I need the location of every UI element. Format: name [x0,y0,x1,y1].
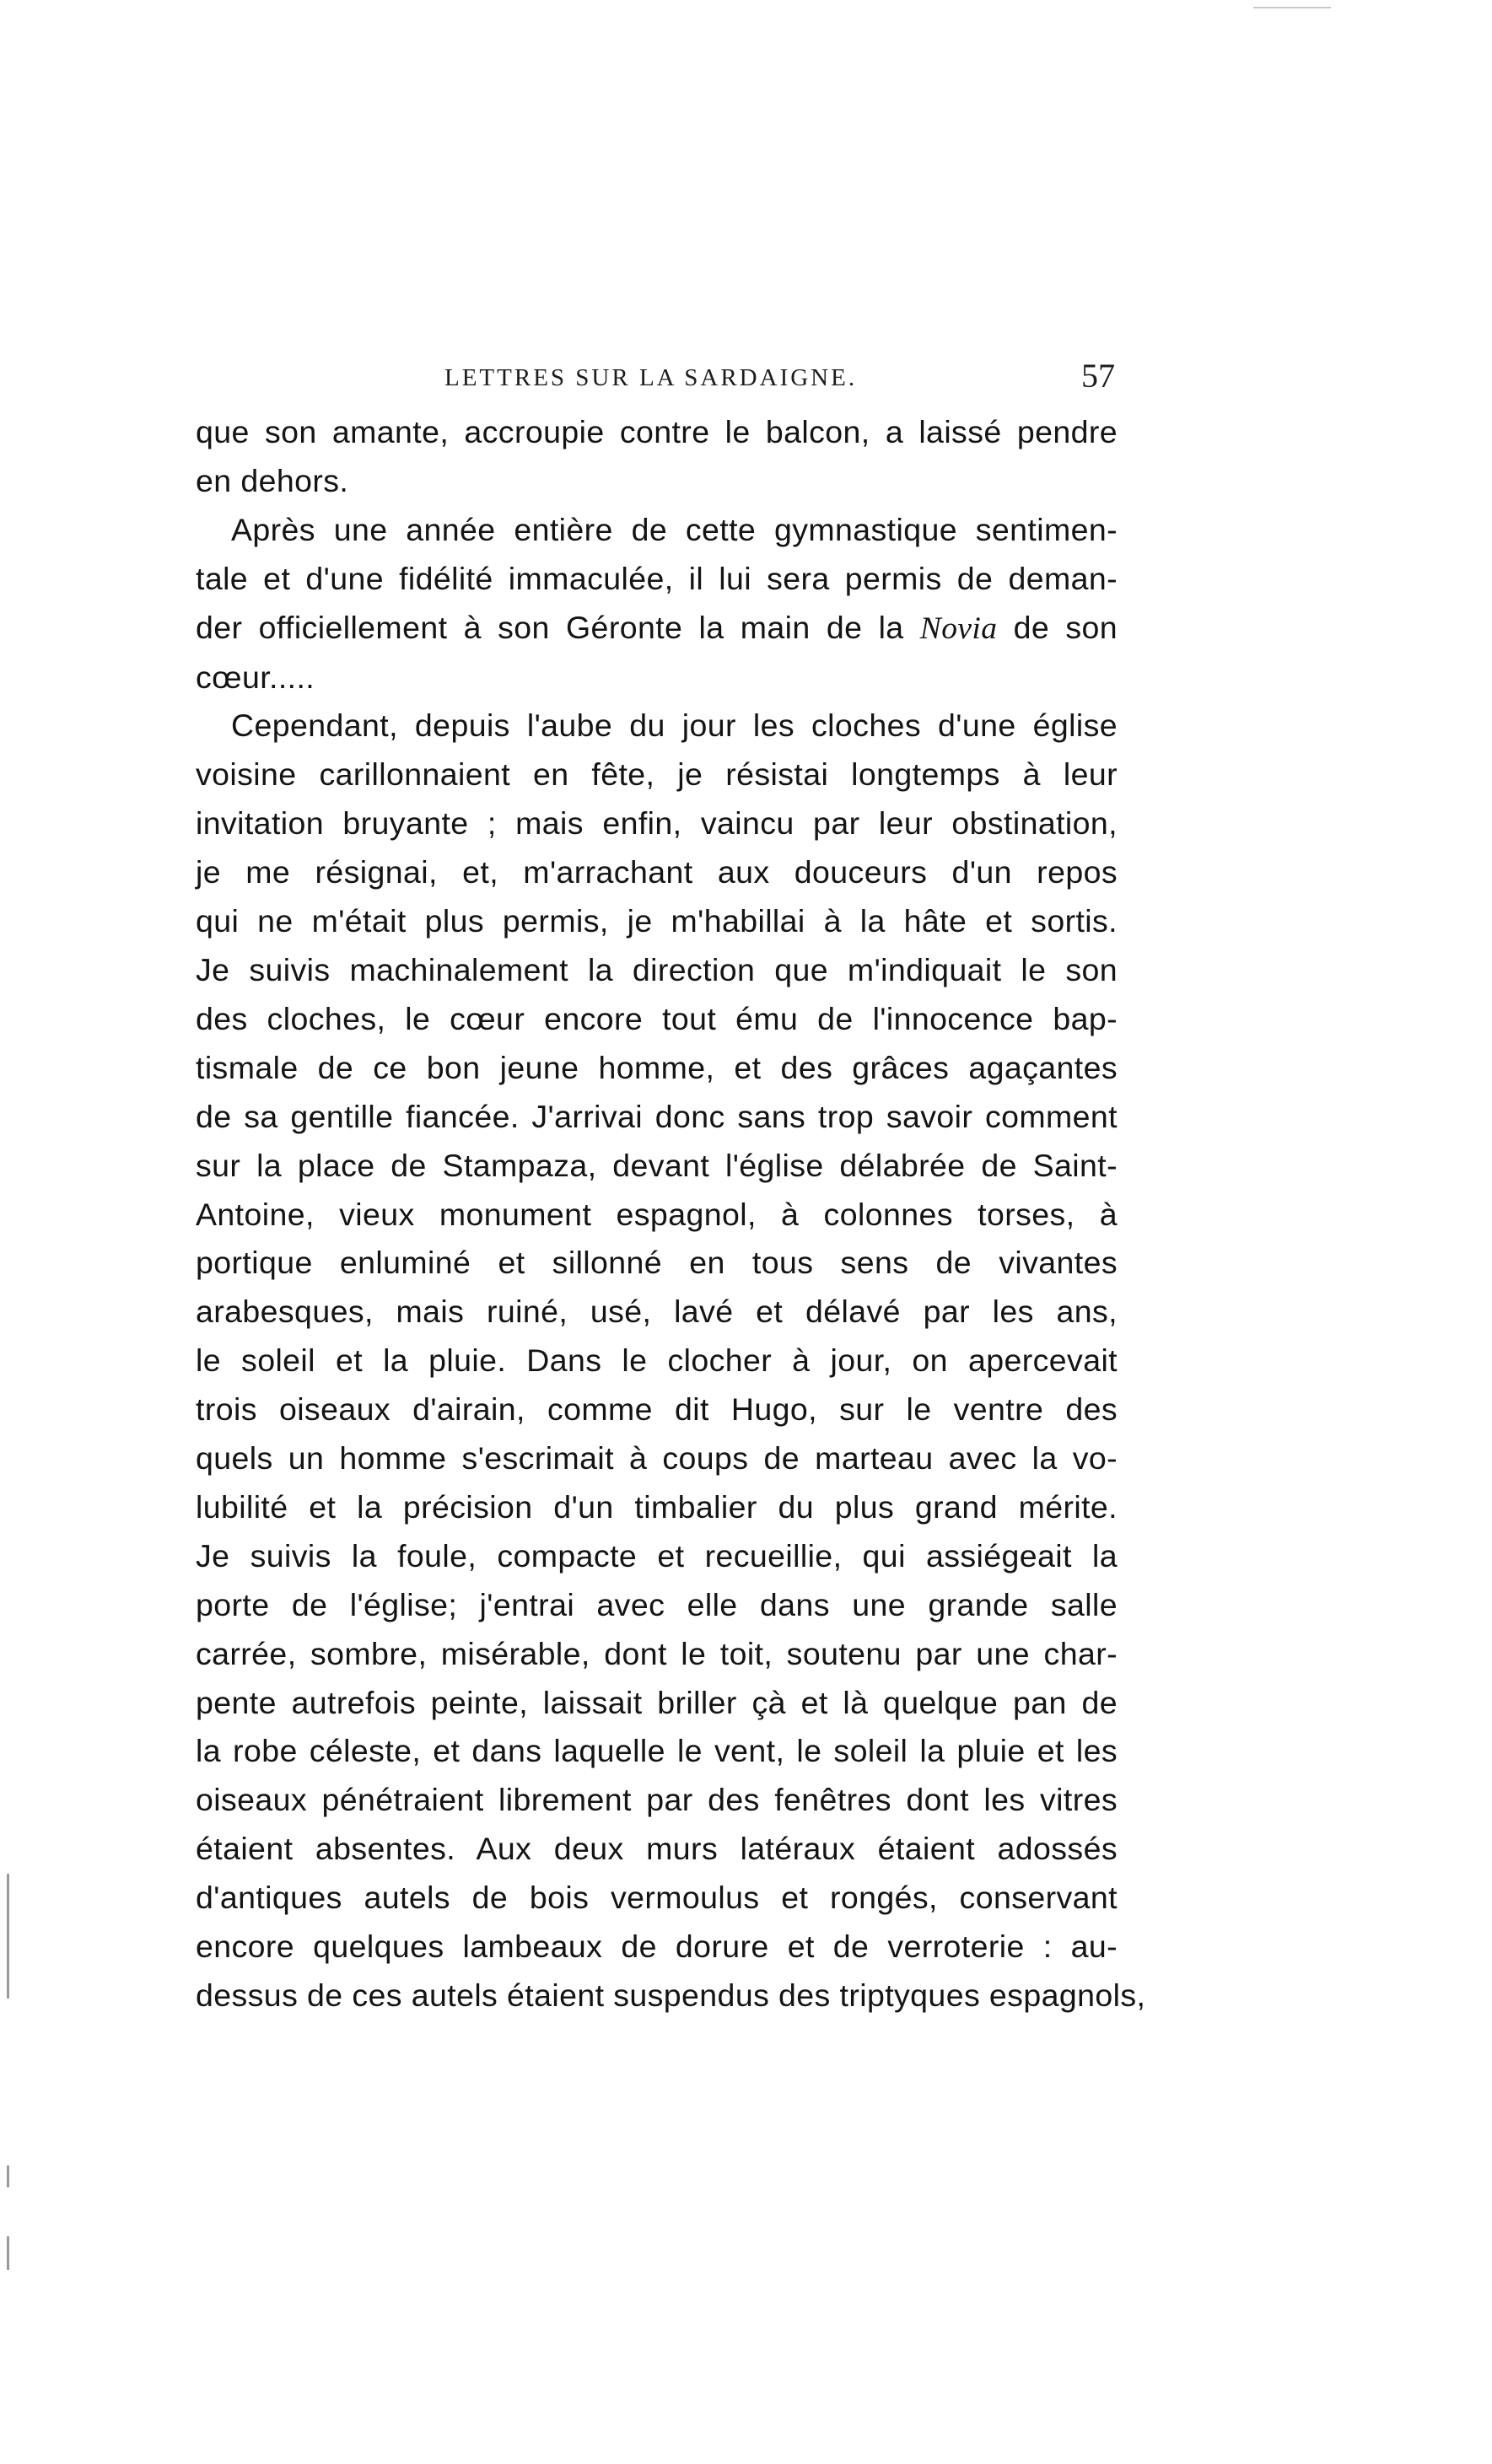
text-line: carrée, sombre, misérable, dont le toit, soutenu par une char- [196,1635,1118,1671]
text-line: tismale de ce bon jeune homme, et des grâces agaçantes [196,1049,1118,1085]
italic-word: Novia [919,611,998,646]
text-line: der officiellement à son Géronte la main de la Novia de son [196,609,1118,646]
text-line: arabesques, mais ruiné, usé, lavé et délavé par les ans, [196,1294,1118,1330]
text-line: invitation bruyante ; mais enfin, vaincu par leur obstination, [196,805,1118,842]
text-line: Cependant, depuis l'aube du jour les cloches d'une église [231,707,1118,744]
text-line: la robe céleste, et dans laquelle le vent, le soleil la pluie et les [196,1733,1118,1769]
page-number: 57 [1081,357,1115,395]
text-line: encore quelques lambeaux de dorure et de verroterie : au- [196,1929,1118,1965]
text-line: Je suivis la foule, compacte et recueillie, qui assiégeait la [196,1537,1118,1574]
text-line: voisine carillonnaient en fête, je résistai longtemps à leur [196,756,1118,793]
margin-scan-mark [7,1874,9,1999]
text-line: pente autrefois peinte, laissait briller çà et là quelque pan de [196,1684,1118,1720]
text-line: Antoine, vieux monument espagnol, à colonnes torses, à [196,1196,1118,1232]
text-line: qui ne m'était plus permis, je m'habillai à la hâte et sortis. [196,903,1118,939]
text-line: dessus de ces autels étaient suspendus des triptyques espagnols, [196,1977,1146,2013]
text-line: porte de l'église; j'entrai avec elle dans une grande salle [196,1586,1118,1622]
text-line: que son amante, accroupie contre le balcon, a laissé pendre [196,414,1118,449]
text-line: trois oiseaux d'airain, comme dit Hugo, sur le ventre des [196,1391,1118,1428]
text-line: étaient absentes. Aux deux murs latéraux étaient adossés [196,1831,1118,1867]
text-line: en dehors. [196,462,349,498]
text-line: tale et d'une fidélité immaculée, il lui sera permis de deman- [196,560,1118,596]
text-line: des cloches, le cœur encore tout ému de l'innocence bap- [196,1000,1118,1036]
margin-scan-mark [7,2165,9,2187]
text-line: lubilité et la précision d'un timbalier du plus grand mérite. [196,1488,1118,1525]
text-line: portique enluminé et sillonné en tous sens de vivantes [196,1245,1118,1281]
text-line: Après une année entière de cette gymnastique sentimen- [231,511,1118,547]
book-page [196,354,1146,2020]
text-line: sur la place de Stampaza, devant l'église délabrée de Saint- [196,1147,1118,1183]
text-line: Je suivis machinalement la direction que m'indiquait le son [196,951,1118,987]
text-line: cœur..... [196,659,315,695]
text-line: oiseaux pénétraient librement par des fenêtres dont les vitres [196,1782,1118,1818]
text-line: de sa gentille fiancée. J'arrivai donc sans trop savoir comment [196,1098,1118,1134]
scan-edge-rule [1253,7,1331,8]
page-body-text [196,408,1146,2020]
running-header-title: LETTRES SUR LA SARDAIGNE. [444,364,858,391]
running-header [196,354,1118,405]
margin-scan-mark [7,2236,9,2270]
text-line: d'antiques autels de bois vermoulus et rongés, conservant [196,1880,1118,1916]
text-line: le soleil et la pluie. Dans le clocher à jour, on apercevait [196,1342,1118,1379]
text-line: je me résignai, et, m'arrachant aux douceurs d'un repos [196,854,1118,890]
paragraph [196,408,1118,506]
paragraph [196,702,1146,2020]
paragraph [196,506,1118,702]
text-line: quels un homme s'escrimait à coups de marteau avec la vo- [196,1440,1118,1477]
